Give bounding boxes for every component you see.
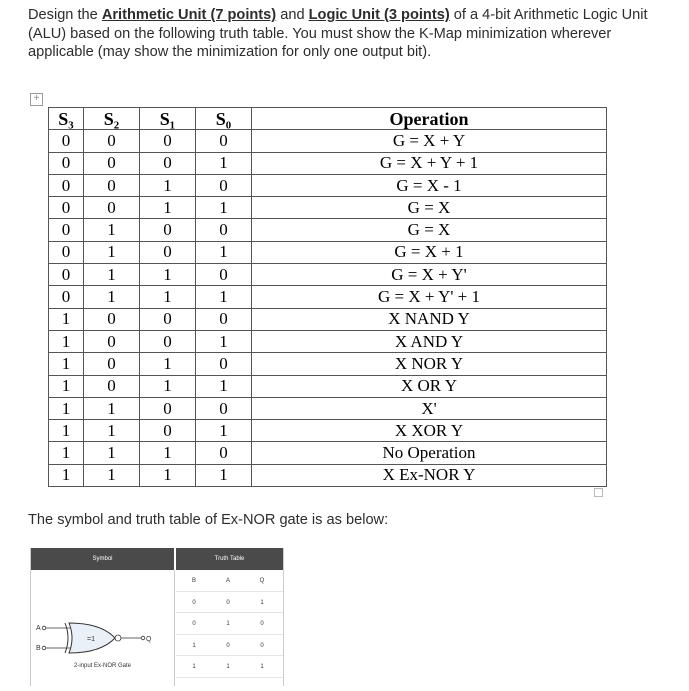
select-bit-cell: 1 xyxy=(140,286,196,308)
gate-symbol-text: =1 xyxy=(87,636,95,643)
figure-divider xyxy=(174,570,175,686)
truth-table-header: Truth Table xyxy=(176,548,283,570)
alu-table-row xyxy=(49,264,607,286)
select-bit-cell: 0 xyxy=(140,330,196,352)
exnor-cell: 1 xyxy=(226,621,230,627)
operation-cell: G = X + Y' xyxy=(252,264,607,286)
select-bit-cell: 1 xyxy=(140,197,196,219)
exnor-cell: 1 xyxy=(192,642,196,649)
alu-header-cell: S₃ xyxy=(49,108,84,130)
operation-cell: X XOR Y xyxy=(252,420,607,442)
arithmetic-unit-emphasis: Arithmetic Unit (7 points) xyxy=(101,7,277,23)
alu-table-row xyxy=(49,397,607,419)
alu-table-row xyxy=(49,197,607,219)
table-move-handle-icon[interactable]: + xyxy=(30,93,43,106)
operation-cell: G = X + Y + 1 xyxy=(252,152,607,174)
exnor-cell: 0 xyxy=(226,642,230,649)
select-bit-cell: 0 xyxy=(49,286,84,308)
select-bit-cell: 0 xyxy=(84,174,140,196)
alu-table-row xyxy=(49,174,607,196)
select-bit-cell: 0 xyxy=(84,375,140,397)
select-bit-cell: 0 xyxy=(84,353,140,375)
select-bit-cell: 1 xyxy=(84,264,140,286)
select-bit-cell: 1 xyxy=(140,464,196,486)
select-bit-cell: 1 xyxy=(49,420,84,442)
select-bit-cell: 0 xyxy=(196,397,252,419)
operation-cell: G = X + 1 xyxy=(252,241,607,263)
alu-table-row xyxy=(49,308,607,330)
select-bit-cell: 0 xyxy=(84,330,140,352)
select-bit-cell: 1 xyxy=(49,308,84,330)
select-bit-cell: 0 xyxy=(140,130,196,152)
exnor-cell: 1 xyxy=(260,664,264,670)
exnor-cell: Q xyxy=(259,578,265,584)
exnor-cell: 0 xyxy=(260,642,264,649)
select-bit-cell: 0 xyxy=(49,264,84,286)
alu-truth-table xyxy=(48,107,607,487)
select-bit-cell: 0 xyxy=(84,130,140,152)
operation-cell: G = X xyxy=(252,197,607,219)
alu-table-row xyxy=(49,130,607,152)
select-bit-cell: 1 xyxy=(196,330,252,352)
exnor-row xyxy=(176,592,283,614)
select-bit-cell: 0 xyxy=(140,420,196,442)
select-bit-cell: 0 xyxy=(49,130,84,152)
operation-cell: G = X xyxy=(252,219,607,241)
select-bit-cell: 0 xyxy=(84,197,140,219)
select-bit-cell: 0 xyxy=(140,308,196,330)
alu-header-cell: Operation xyxy=(252,108,607,130)
alu-table-row xyxy=(49,152,607,174)
select-bit-cell: 0 xyxy=(140,219,196,241)
select-bit-cell: 1 xyxy=(49,464,84,486)
alu-table-row xyxy=(49,420,607,442)
select-bit-cell: 1 xyxy=(84,442,140,464)
exnor-row xyxy=(176,635,283,657)
alu-table-row xyxy=(49,442,607,464)
gate-caption: 2-input Ex-NOR Gate xyxy=(73,663,132,669)
operation-cell: X' xyxy=(252,397,607,419)
question-text xyxy=(28,6,668,62)
select-bit-cell: 0 xyxy=(49,152,84,174)
select-bit-cell: 0 xyxy=(196,353,252,375)
select-bit-cell: 1 xyxy=(140,264,196,286)
exnor-figure xyxy=(30,548,284,686)
select-bit-cell: 1 xyxy=(49,397,84,419)
alu-header-cell: S₀ xyxy=(196,108,252,130)
operation-cell: X AND Y xyxy=(252,330,607,352)
operation-cell: G = X + Y' + 1 xyxy=(252,286,607,308)
alu-table-row xyxy=(49,375,607,397)
operation-cell: G = X + Y xyxy=(252,130,607,152)
exnor-header-row xyxy=(176,570,283,592)
select-bit-cell: 0 xyxy=(196,442,252,464)
select-bit-cell: 1 xyxy=(196,375,252,397)
select-bit-cell: 1 xyxy=(84,286,140,308)
select-bit-cell: 0 xyxy=(196,130,252,152)
select-bit-cell: 0 xyxy=(196,264,252,286)
exnor-cell: 0 xyxy=(260,621,264,627)
select-bit-cell: 1 xyxy=(196,152,252,174)
select-bit-cell: 1 xyxy=(196,241,252,263)
question-prefix: Design the xyxy=(28,7,102,23)
select-bit-cell: 1 xyxy=(84,219,140,241)
exnor-caption: The symbol and truth table of Ex-NOR gate is as below: xyxy=(28,512,389,528)
select-bit-cell: 0 xyxy=(49,197,84,219)
logic-unit-emphasis: Logic Unit (3 points) xyxy=(308,7,450,23)
select-bit-cell: 1 xyxy=(84,464,140,486)
select-bit-cell: 1 xyxy=(196,286,252,308)
select-bit-cell: 0 xyxy=(49,241,84,263)
exnor-cell: 1 xyxy=(192,664,196,670)
select-bit-cell: 1 xyxy=(84,420,140,442)
exnor-cell: B xyxy=(191,578,196,584)
select-bit-cell: 0 xyxy=(196,174,252,196)
select-bit-cell: 0 xyxy=(84,152,140,174)
operation-cell: X Ex-NOR Y xyxy=(252,464,607,486)
operation-cell: X NAND Y xyxy=(252,308,607,330)
exnor-cell: 1 xyxy=(226,664,230,670)
select-bit-cell: 0 xyxy=(49,174,84,196)
exnor-symbol-area xyxy=(31,570,174,686)
alu-header-cell: S₁ xyxy=(140,108,196,130)
exnor-row xyxy=(176,613,283,635)
select-bit-cell: 1 xyxy=(49,330,84,352)
table-resize-handle[interactable] xyxy=(594,488,603,497)
exnor-gate-icon xyxy=(31,570,174,660)
select-bit-cell: 0 xyxy=(196,308,252,330)
exnor-cell: 0 xyxy=(226,599,230,606)
exnor-cell: A xyxy=(225,578,230,584)
question-and: and xyxy=(276,7,309,23)
select-bit-cell: 1 xyxy=(84,397,140,419)
select-bit-cell: 0 xyxy=(140,241,196,263)
select-bit-cell: 1 xyxy=(84,241,140,263)
exnor-truth-table xyxy=(176,570,283,678)
alu-table-row xyxy=(49,286,607,308)
select-bit-cell: 1 xyxy=(140,174,196,196)
select-bit-cell: 0 xyxy=(84,308,140,330)
select-bit-cell: 1 xyxy=(196,464,252,486)
operation-cell: X OR Y xyxy=(252,375,607,397)
exnor-cell: 0 xyxy=(192,599,196,606)
alu-table-row xyxy=(49,219,607,241)
select-bit-cell: 1 xyxy=(196,420,252,442)
symbol-header: Symbol xyxy=(31,548,174,570)
operation-cell: X NOR Y xyxy=(252,353,607,375)
alu-table-row xyxy=(49,241,607,263)
output-q-label: Q xyxy=(146,636,152,643)
operation-cell: G = X - 1 xyxy=(252,174,607,196)
alu-table-row xyxy=(49,464,607,486)
select-bit-cell: 1 xyxy=(49,375,84,397)
exnor-cell: 1 xyxy=(260,599,264,606)
alu-table-row xyxy=(49,330,607,352)
select-bit-cell: 1 xyxy=(140,442,196,464)
operation-cell: No Operation xyxy=(252,442,607,464)
select-bit-cell: 1 xyxy=(196,197,252,219)
exnor-cell: 0 xyxy=(192,621,196,627)
input-b-label: B xyxy=(36,645,41,652)
select-bit-cell: 0 xyxy=(196,219,252,241)
alu-table-row xyxy=(49,353,607,375)
alu-table-header-row xyxy=(49,108,607,130)
alu-header-cell: S₂ xyxy=(84,108,140,130)
select-bit-cell: 0 xyxy=(49,219,84,241)
select-bit-cell: 1 xyxy=(49,442,84,464)
question-suffix: of a 4-bit Arithmetic Logic Unit (ALU) based on the following truth table. You must show the K-Map minimization wherever applicable (may show the minimization for only one output bit). xyxy=(28,7,648,60)
select-bit-cell: 1 xyxy=(140,375,196,397)
select-bit-cell: 1 xyxy=(140,353,196,375)
exnor-row xyxy=(176,656,283,678)
select-bit-cell: 0 xyxy=(140,397,196,419)
input-a-label: A xyxy=(36,625,41,632)
select-bit-cell: 1 xyxy=(49,353,84,375)
select-bit-cell: 0 xyxy=(140,152,196,174)
